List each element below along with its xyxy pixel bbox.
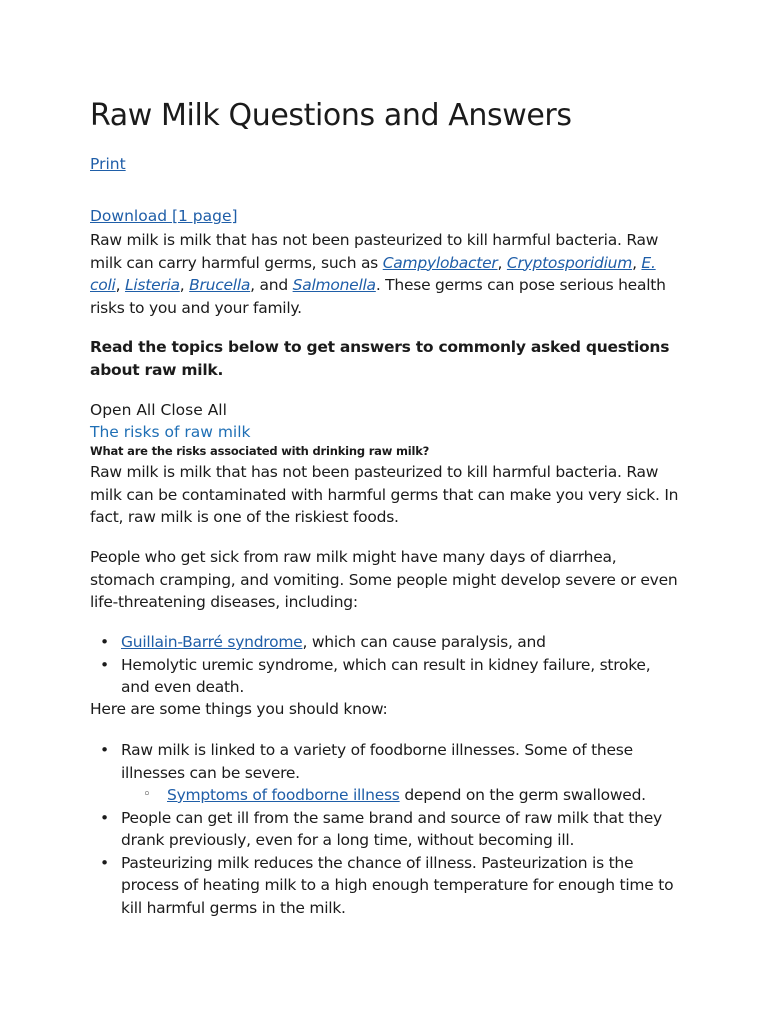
list-item [90,807,682,852]
list-item-text: Raw milk is linked to a variety of foodborne illnesses. Some of these illnesses can be severe. [121,741,633,782]
accordion-controls [90,399,232,421]
symptoms-link[interactable]: Symptoms of foodborne illness [167,786,400,804]
list-item [90,852,682,920]
sub-list [121,784,682,807]
intro-separator: , [179,276,190,294]
intro-separator: , [497,253,507,272]
guillain-barre-link[interactable]: Guillain-Barré syndrome [121,633,303,651]
sub-list-item-text: depend on the germ swallowed. [399,786,646,804]
germ-link-e-coli[interactable]: E. coli [90,253,656,294]
intro-text-a: Raw milk is milk that has not been pasteurized to kill harmful bacteria. Raw milk can carry harmful germs, such as [90,231,659,272]
open-all-button[interactable]: Open All [90,401,156,419]
risks-paragraph: Raw milk is milk that has not been pasteurized to kill harmful bacteria. Raw milk can be contaminated with harmful germs that can make you very sick. In fact, raw milk is one of the riskiest foods. [90,463,679,526]
list-item-text: People can get ill from the same brand and source of raw milk that they drank previously, even for a long time, without becoming ill. [121,808,662,849]
list-item-text: Hemolytic uremic syndrome, which can result in kidney failure, stroke, and even death. [121,655,651,696]
list-item-text: Pasteurizing milk reduces the chance of illness. Pasteurization is the process of heating milk to a high enough temperature for enough time to kill harmful germs in the milk. [121,853,674,917]
illness-paragraph: People who get sick from raw milk might have many days of diarrhea, stomach cramping, and vomiting. Some people might develop severe or even life-threatening diseases, including: [90,548,678,611]
download-link[interactable]: Download [1 page] [90,207,238,225]
print-link[interactable]: Print [90,155,126,173]
list-item [90,654,682,699]
disease-list [90,631,682,699]
facts-list [90,739,682,919]
germ-link-salmonella[interactable]: Salmonella [292,276,376,294]
topic-heading[interactable]: The risks of raw milk [90,423,251,441]
list-item-text: , which can cause paralysis, and [302,633,546,651]
intro-separator: , [115,276,125,294]
close-all-button[interactable]: Close All [160,401,227,419]
topic-question: What are the risks associated with drinking raw milk? [90,444,430,458]
know-paragraph: Here are some things you should know: [90,700,388,718]
intro-text-b: . These germs can pose serious health risks to you and your family. [90,276,666,317]
germ-link-cryptosporidium[interactable]: Cryptosporidium [506,253,633,272]
list-item [90,739,682,807]
sub-list-item [121,784,682,807]
germ-link-listeria[interactable]: Listeria [124,276,180,294]
list-item [90,631,682,654]
intro-paragraph [90,229,682,319]
page-title: Raw Milk Questions and Answers [90,98,572,133]
germ-link-brucella[interactable]: Brucella [189,276,251,294]
germ-link-campylobacter[interactable]: Campylobacter [382,253,498,272]
topics-intro: Read the topics below to get answers to commonly asked questions about raw milk. [90,338,670,379]
intro-separator: , [632,253,642,272]
intro-separator: , and [250,276,293,294]
